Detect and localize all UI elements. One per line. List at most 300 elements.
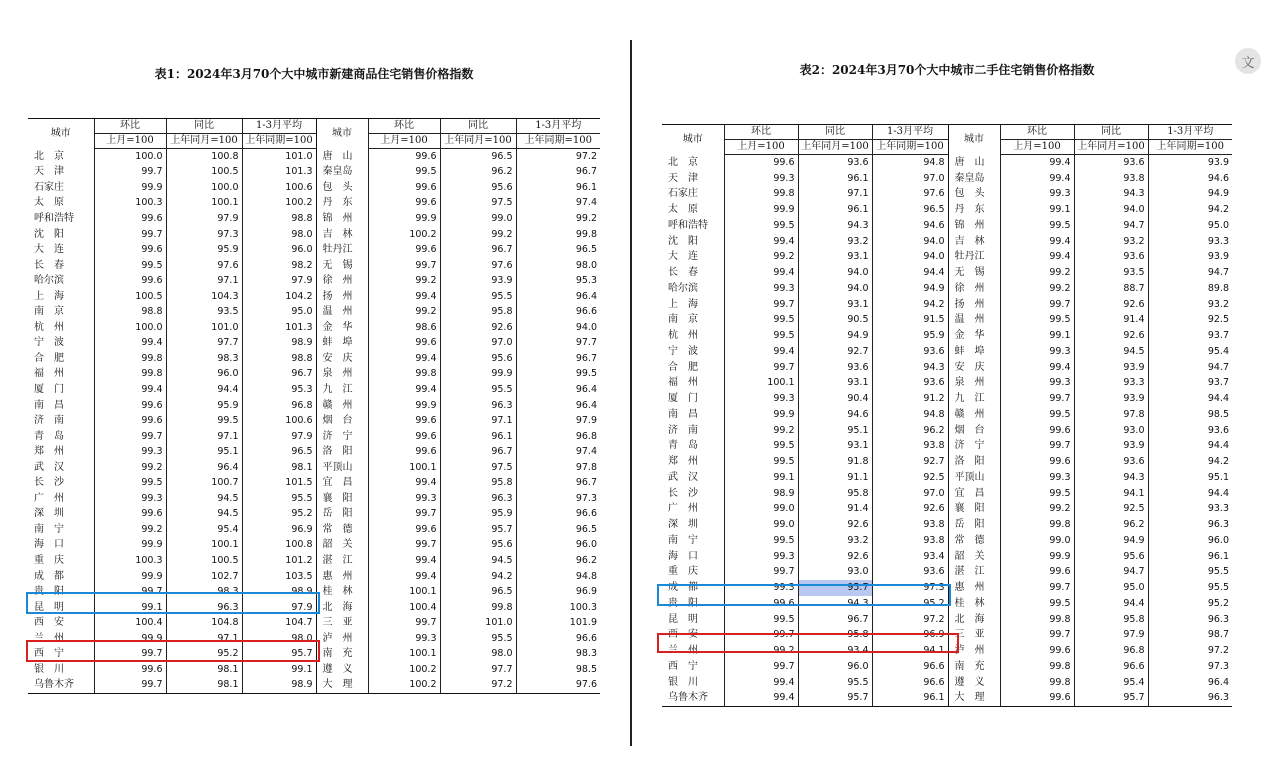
index-value: 99.7	[94, 678, 166, 694]
index-value: 92.5	[1148, 313, 1232, 329]
index-value: 100.0	[166, 180, 242, 196]
index-value: 99.5	[724, 218, 798, 234]
index-value: 91.2	[872, 391, 948, 407]
index-value: 99.9	[1000, 549, 1074, 565]
index-value: 100.5	[166, 165, 242, 181]
table-row	[662, 407, 1232, 423]
city-name: 乌鲁木齐	[28, 678, 94, 694]
index-value: 99.8	[1000, 612, 1074, 628]
index-value: 101.3	[242, 165, 316, 181]
index-value: 99.9	[94, 538, 166, 554]
index-value: 97.3	[1148, 659, 1232, 675]
index-value: 94.3	[872, 360, 948, 376]
index-value: 91.1	[798, 470, 872, 486]
city-name: 吉 林	[316, 227, 368, 243]
table-row	[662, 565, 1232, 581]
index-value: 94.5	[1074, 344, 1148, 360]
index-value: 95.2	[872, 596, 948, 612]
city-name: 呼和浩特	[34, 212, 74, 224]
index-value: 99.8	[94, 367, 166, 383]
city-name: 哈尔滨	[34, 275, 64, 287]
index-value: 101.3	[242, 320, 316, 336]
index-value: 99.3	[724, 281, 798, 297]
index-value: 96.9	[516, 584, 600, 600]
index-value: 99.3	[724, 549, 798, 565]
index-value: 96.1	[798, 171, 872, 187]
city-name: 大 理	[316, 678, 368, 694]
index-value: 99.5	[724, 328, 798, 344]
index-value: 93.5	[166, 304, 242, 320]
index-value: 96.8	[1074, 643, 1148, 659]
index-value: 99.2	[94, 460, 166, 476]
col-avg-base: 上年同期=100	[872, 140, 948, 155]
index-value: 98.1	[242, 460, 316, 476]
city-name: 牡丹江	[948, 250, 1000, 266]
index-value: 93.6	[872, 344, 948, 360]
index-value: 99.3	[94, 491, 166, 507]
index-value: 99.3	[724, 580, 798, 596]
city-name: 平顶山	[948, 470, 1000, 486]
index-value: 100.3	[516, 600, 600, 616]
index-value: 93.8	[872, 517, 948, 533]
city-name: 广 州	[34, 492, 64, 504]
table-row	[28, 491, 600, 507]
index-value: 96.6	[516, 507, 600, 523]
city-name: 包 头	[948, 187, 1000, 203]
city-name: 大 理	[948, 691, 1000, 707]
col-avg: 1-3月平均	[516, 119, 600, 134]
city-name: 长 春	[34, 259, 64, 271]
index-value: 99.9	[368, 398, 440, 414]
index-value: 100.1	[166, 196, 242, 212]
table-row	[28, 351, 600, 367]
index-value: 96.3	[1148, 612, 1232, 628]
index-value: 96.8	[242, 398, 316, 414]
city-name: 海 口	[668, 550, 698, 562]
index-value: 94.3	[1074, 187, 1148, 203]
table1-title: 表1：2024年3月70个大中城市新建商品住宅销售价格指数	[154, 67, 474, 81]
city-name: 赣 州	[316, 398, 368, 414]
table2-title: 表2：2024年3月70个大中城市二手住宅销售价格指数	[799, 63, 1095, 77]
city-name: 济 宁	[316, 429, 368, 445]
index-value: 95.5	[440, 631, 516, 647]
table-row	[28, 678, 600, 694]
index-value: 97.1	[166, 273, 242, 289]
col-avg-base: 上年同期=100	[1148, 140, 1232, 155]
index-value: 99.9	[94, 631, 166, 647]
city-name: 唐 山	[948, 155, 1000, 171]
index-value: 96.1	[440, 429, 516, 445]
city-name: 宜 昌	[948, 486, 1000, 502]
index-value: 99.7	[724, 659, 798, 675]
index-value: 93.9	[1074, 439, 1148, 455]
index-value: 96.2	[1074, 517, 1148, 533]
highlight-chengdu-table1	[26, 592, 320, 614]
col-city: 城市	[316, 119, 368, 149]
index-value: 93.1	[798, 297, 872, 313]
index-value: 99.2	[724, 643, 798, 659]
index-value: 99.6	[1000, 565, 1074, 581]
city-name: 郑 州	[668, 456, 698, 468]
city-name: 桂 林	[316, 584, 368, 600]
index-value: 95.9	[166, 398, 242, 414]
index-value: 95.4	[166, 522, 242, 538]
index-value: 95.9	[166, 242, 242, 258]
index-value: 98.9	[242, 584, 316, 600]
index-value: 93.9	[440, 273, 516, 289]
table-row	[662, 376, 1232, 392]
col-mom: 环比	[94, 119, 166, 134]
city-name: 吉 林	[948, 234, 1000, 250]
index-value: 96.4	[516, 382, 600, 398]
index-value: 93.9	[1074, 360, 1148, 376]
index-value: 100.5	[94, 289, 166, 305]
index-value: 97.9	[1074, 628, 1148, 644]
index-value: 96.7	[440, 444, 516, 460]
table-row	[662, 675, 1232, 691]
index-value: 89.8	[1148, 281, 1232, 297]
table-row	[662, 187, 1232, 203]
index-value: 99.4	[1000, 171, 1074, 187]
index-value: 95.4	[1148, 344, 1232, 360]
table-row	[662, 691, 1232, 707]
table-row	[28, 507, 600, 523]
index-value: 99.5	[1000, 313, 1074, 329]
city-name: 遵 义	[948, 675, 1000, 691]
index-value: 95.6	[440, 538, 516, 554]
city-name: 南 充	[316, 647, 368, 663]
page-divider	[630, 40, 632, 746]
index-value: 97.9	[242, 600, 316, 616]
city-name: 洛 阳	[948, 454, 1000, 470]
index-value: 97.2	[1148, 643, 1232, 659]
index-value: 99.0	[440, 211, 516, 227]
col-mom-base: 上月=100	[1000, 140, 1074, 155]
index-value: 99.4	[724, 234, 798, 250]
index-value: 93.9	[1148, 155, 1232, 171]
city-name: 海 口	[34, 539, 64, 551]
index-value: 96.5	[516, 522, 600, 538]
index-value: 96.3	[1148, 691, 1232, 707]
city-name: 遵 义	[316, 662, 368, 678]
city-name: 泉 州	[948, 376, 1000, 392]
index-value: 99.5	[724, 533, 798, 549]
index-value: 96.7	[440, 242, 516, 258]
index-value: 99.6	[94, 398, 166, 414]
index-value: 96.6	[872, 675, 948, 691]
table-row	[28, 336, 600, 352]
index-value: 97.9	[166, 211, 242, 227]
index-value: 92.6	[1074, 297, 1148, 313]
index-value: 99.3	[1000, 376, 1074, 392]
table-row	[28, 398, 600, 414]
translate-icon[interactable]	[1235, 48, 1261, 74]
city-name: 济 南	[34, 415, 64, 427]
index-value: 99.6	[1000, 454, 1074, 470]
index-value: 101.0	[440, 615, 516, 631]
city-name: 长 沙	[34, 477, 64, 489]
index-value: 95.5	[440, 382, 516, 398]
index-value: 93.0	[1074, 423, 1148, 439]
table2-body	[662, 155, 1232, 707]
col-mom-base: 上月=100	[724, 140, 798, 155]
index-value: 94.4	[1148, 439, 1232, 455]
index-value: 99.6	[94, 242, 166, 258]
table-row	[28, 662, 600, 678]
index-value: 100.6	[242, 413, 316, 429]
col-avg: 1-3月平均	[872, 125, 948, 140]
index-value: 96.6	[516, 304, 600, 320]
index-value: 100.4	[94, 615, 166, 631]
index-value: 96.7	[798, 612, 872, 628]
col-yoy: 同比	[166, 119, 242, 134]
index-value: 99.2	[724, 250, 798, 266]
index-value: 94.2	[440, 569, 516, 585]
index-value: 104.3	[166, 289, 242, 305]
index-value: 104.2	[242, 289, 316, 305]
city-name: 宜 昌	[316, 475, 368, 491]
index-value: 98.0	[242, 631, 316, 647]
index-value: 99.2	[516, 211, 600, 227]
index-value: 97.9	[242, 273, 316, 289]
index-value: 93.1	[798, 250, 872, 266]
index-value: 103.5	[242, 569, 316, 585]
index-value: 97.0	[872, 171, 948, 187]
city-name: 成 都	[34, 570, 64, 582]
table-row	[28, 553, 600, 569]
index-value: 94.7	[1074, 565, 1148, 581]
city-name: 桂 林	[948, 596, 1000, 612]
table-row	[28, 429, 600, 445]
table-row	[662, 454, 1232, 470]
city-name: 西 安	[34, 617, 64, 629]
city-name: 烟 台	[316, 413, 368, 429]
city-name: 长 春	[668, 267, 698, 279]
index-value: 99.7	[94, 584, 166, 600]
index-value: 99.7	[94, 429, 166, 445]
index-value: 91.4	[1074, 313, 1148, 329]
col-mom-base: 上月=100	[94, 134, 166, 149]
index-value: 96.4	[516, 398, 600, 414]
index-value: 99.5	[1000, 218, 1074, 234]
index-value: 94.7	[1148, 360, 1232, 376]
index-value: 98.9	[242, 678, 316, 694]
table-row	[662, 313, 1232, 329]
index-value: 101.0	[242, 149, 316, 165]
col-avg-base: 上年同期=100	[516, 134, 600, 149]
city-name: 韶 关	[316, 538, 368, 554]
col-city: 城市	[662, 125, 724, 155]
index-value: 94.4	[1148, 391, 1232, 407]
city-name: 南 宁	[34, 523, 64, 535]
col-yoy-base: 上年同月=100	[166, 134, 242, 149]
index-value: 95.7	[798, 580, 872, 596]
index-value: 100.3	[94, 553, 166, 569]
highlight-xian-table2	[657, 633, 959, 653]
index-value: 99.6	[368, 196, 440, 212]
index-value: 92.7	[872, 454, 948, 470]
index-value: 100.0	[94, 149, 166, 165]
index-value: 99.5	[724, 439, 798, 455]
city-name: 温 州	[948, 313, 1000, 329]
index-value: 91.8	[798, 454, 872, 470]
index-value: 96.5	[440, 584, 516, 600]
city-name: 九 江	[316, 382, 368, 398]
city-name: 西 宁	[668, 660, 698, 672]
index-value: 95.6	[440, 351, 516, 367]
city-name: 无 锡	[316, 258, 368, 274]
index-value: 96.3	[440, 491, 516, 507]
index-value: 99.9	[724, 202, 798, 218]
table-row	[28, 196, 600, 212]
index-value: 99.6	[368, 444, 440, 460]
col-yoy-base: 上年同月=100	[1074, 140, 1148, 155]
index-value: 98.1	[166, 662, 242, 678]
city-name: 九 江	[948, 391, 1000, 407]
index-value: 99.6	[368, 242, 440, 258]
table-row	[28, 149, 600, 165]
index-value: 97.0	[872, 486, 948, 502]
col-yoy: 同比	[1074, 125, 1148, 140]
city-name: 金 华	[948, 328, 1000, 344]
table-row	[662, 470, 1232, 486]
index-value: 96.9	[242, 522, 316, 538]
index-value: 99.4	[368, 553, 440, 569]
index-value: 93.9	[1148, 250, 1232, 266]
city-name: 乌鲁木齐	[662, 691, 724, 707]
index-value: 92.6	[440, 320, 516, 336]
city-name: 安 庆	[316, 351, 368, 367]
index-value: 95.7	[798, 691, 872, 707]
index-value: 95.6	[1074, 549, 1148, 565]
index-value: 99.7	[1000, 297, 1074, 313]
index-value: 99.7	[724, 360, 798, 376]
index-value: 92.6	[798, 549, 872, 565]
index-value: 101.0	[166, 320, 242, 336]
index-value: 96.4	[516, 289, 600, 305]
index-value: 94.5	[166, 491, 242, 507]
index-value: 99.7	[368, 258, 440, 274]
index-value: 99.6	[368, 149, 440, 165]
city-name: 扬 州	[948, 297, 1000, 313]
col-mom: 环比	[724, 125, 798, 140]
index-value: 96.3	[166, 600, 242, 616]
index-value: 95.5	[798, 675, 872, 691]
index-value: 93.3	[1148, 234, 1232, 250]
index-value: 97.2	[516, 149, 600, 165]
index-value: 99.7	[1000, 391, 1074, 407]
city-name: 武 汉	[34, 461, 64, 473]
index-value: 99.7	[724, 297, 798, 313]
index-value: 99.8	[94, 351, 166, 367]
col-avg: 1-3月平均	[242, 119, 316, 134]
city-name: 石家庄	[34, 181, 64, 193]
city-name: 重 庆	[34, 554, 64, 566]
index-value: 95.4	[1074, 675, 1148, 691]
index-value: 93.4	[872, 549, 948, 565]
city-name: 蚌 埠	[316, 336, 368, 352]
index-value: 95.8	[1074, 612, 1148, 628]
index-value: 93.9	[1074, 391, 1148, 407]
city-name: 岳 阳	[948, 517, 1000, 533]
index-value: 98.8	[94, 304, 166, 320]
index-value: 94.4	[872, 265, 948, 281]
index-value: 94.6	[798, 407, 872, 423]
index-value: 94.3	[1074, 470, 1148, 486]
index-value: 99.4	[368, 569, 440, 585]
index-value: 96.2	[516, 553, 600, 569]
index-value: 99.5	[94, 475, 166, 491]
index-value: 99.4	[1000, 250, 1074, 266]
index-value: 93.6	[798, 155, 872, 171]
index-value: 98.3	[166, 351, 242, 367]
index-value: 99.4	[368, 382, 440, 398]
index-value: 93.6	[1148, 423, 1232, 439]
table-row	[662, 328, 1232, 344]
city-name: 泉 州	[316, 367, 368, 383]
table-row	[28, 320, 600, 336]
city-name: 北 海	[316, 600, 368, 616]
index-value: 98.5	[1148, 407, 1232, 423]
index-value: 99.2	[1000, 502, 1074, 518]
city-name: 北 京	[668, 156, 698, 168]
index-value: 93.8	[872, 533, 948, 549]
index-value: 99.9	[440, 367, 516, 383]
index-value: 97.4	[516, 444, 600, 460]
city-name: 大 连	[668, 251, 698, 263]
city-name: 牡丹江	[316, 242, 368, 258]
index-value: 99.5	[368, 165, 440, 181]
index-value: 99.8	[516, 227, 600, 243]
index-value: 95.9	[440, 507, 516, 523]
index-value: 99.4	[1000, 360, 1074, 376]
index-value: 99.8	[1000, 659, 1074, 675]
table2-panel	[662, 58, 1232, 707]
index-value: 99.4	[94, 382, 166, 398]
table-row	[662, 344, 1232, 360]
index-value: 99.7	[1000, 580, 1074, 596]
city-name: 成 都	[668, 582, 698, 594]
city-name: 蚌 埠	[948, 344, 1000, 360]
city-name: 金 华	[316, 320, 368, 336]
table-row	[662, 250, 1232, 266]
city-name: 北 京	[34, 150, 64, 162]
index-value: 97.0	[440, 336, 516, 352]
index-value: 96.1	[516, 180, 600, 196]
index-value: 94.1	[1074, 486, 1148, 502]
city-name: 天 津	[668, 172, 698, 184]
city-name: 杭 州	[668, 330, 698, 342]
table-row	[662, 549, 1232, 565]
index-value: 96.0	[242, 242, 316, 258]
table-row	[28, 538, 600, 554]
index-value: 96.6	[1074, 659, 1148, 675]
city-name: 扬 州	[316, 289, 368, 305]
index-value: 97.1	[798, 187, 872, 203]
index-value: 95.0	[242, 304, 316, 320]
index-value: 99.7	[94, 227, 166, 243]
index-value: 99.6	[724, 596, 798, 612]
index-value: 96.1	[872, 691, 948, 707]
index-value: 100.3	[94, 196, 166, 212]
index-value: 93.6	[1074, 454, 1148, 470]
index-value: 90.5	[798, 313, 872, 329]
table-row	[28, 258, 600, 274]
index-value: 94.0	[798, 265, 872, 281]
index-value: 94.8	[516, 569, 600, 585]
index-value: 93.3	[1074, 376, 1148, 392]
table-row	[28, 273, 600, 289]
